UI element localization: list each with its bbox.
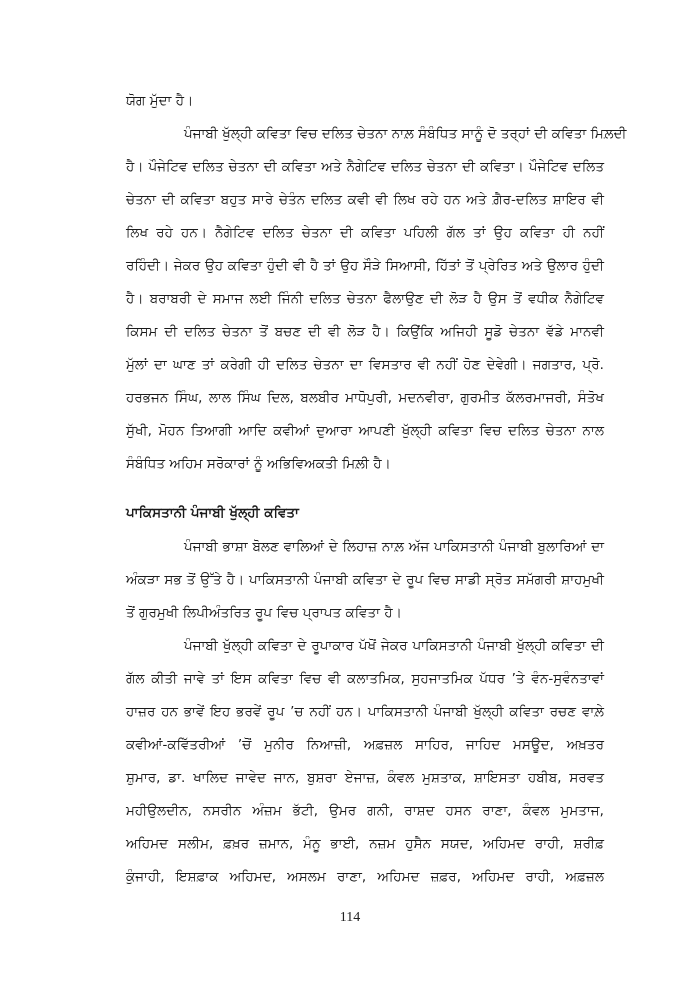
- text-line: ਹੈ। ਬਰਾਬਰੀ ਦੇ ਸਮਾਜ ਲਈ ਜਿੰਨੀ ਦਲਿਤ ਚੇਤਨਾ ਫੈਲਾਉਣ ਦੀ ਲੋੜ ਹੈ ਉਸ ਤੋਂ ਵਧੀਕ ਨੈਗੇਟਿਵ: [126, 292, 604, 307]
- body-text-block-1: [126, 85, 627, 481]
- text-line: ਅਹਿਮਦ ਸਲੀਮ, ਫ਼ਖ਼ਰ ਜ਼ਮਾਨ, ਮੰਨੂ ਭਾਈ, ਨਜ਼ਮ ਹੁਸੈਨ ਸਯਦ, ਅਹਿਮਦ ਰਾਹੀ, ਸ਼ਰੀਫ਼: [126, 837, 604, 852]
- paragraph-start-line: ਪੰਜਾਬੀ ਖੁੱਲ੍ਹੀ ਕਵਿਤਾ ਦੇ ਰੂਪਾਕਾਰ ਪੱਖੋਂ ਜੇਕਰ ਪਾਕਿਸਤਾਨੀ ਪੰਜਾਬੀ ਖੁੱਲ੍ਹੀ ਕਵਿਤਾ ਦੀ: [184, 639, 604, 654]
- text-line: ਅੰਕੜਾ ਸਭ ਤੋਂ ਉੱਤੇ ਹੈ। ਪਾਕਿਸਤਾਨੀ ਪੰਜਾਬੀ ਕਵਿਤਾ ਦੇ ਰੂਪ ਵਿਚ ਸਾਡੀ ਸ੍ਰੋਤ ਸਮੱਗਰੀ ਸ਼ਾਹਮੁਖੀ: [126, 573, 604, 588]
- text-line: ਮੁੱਲਾਂ ਦਾ ਘਾਣ ਤਾਂ ਕਰੇਗੀ ਹੀ ਦਲਿਤ ਚੇਤਨਾ ਦਾ ਵਿਸਤਾਰ ਵੀ ਨਹੀਂ ਹੋਣ ਦੇਵੇਗੀ। ਜਗਤਾਰ, ਪ੍ਰੋ.: [126, 358, 604, 373]
- page-number: 114: [339, 910, 361, 925]
- text-line: ਹਾਜ਼ਰ ਹਨ ਭਾਵੇਂ ਇਹ ਭਰਵੇਂ ਰੂਪ ’ਚ ਨਹੀਂ ਹਨ। ਪਾਕਿਸਤਾਨੀ ਪੰਜਾਬੀ ਖੁੱਲ੍ਹੀ ਕਵਿਤਾ ਰਚਣ ਵਾਲ਼ੇ: [126, 705, 604, 720]
- text-line: ਕੁੰਜਾਹੀ, ਇਸ਼ਫ਼ਾਕ ਅਹਿਮਦ, ਅਸਲਮ ਰਾਣਾ, ਅਹਿਮਦ ਜ਼ਫ਼ਰ, ਅਹਿਮਦ ਰਾਹੀ, ਅਫ਼ਜ਼ਲ: [126, 870, 604, 885]
- text-line: ਕਿਸਮ ਦੀ ਦਲਿਤ ਚੇਤਨਾ ਤੋਂ ਬਚਣ ਦੀ ਵੀ ਲੋੜ ਹੈ। ਕਿਉਂਕਿ ਅਜਿਹੀ ਸੂਡੋ ਚੇਤਨਾ ਵੱਡੇ ਮਾਨਵੀ: [126, 325, 604, 340]
- text-line: ਗੱਲ ਕੀਤੀ ਜਾਵੇ ਤਾਂ ਇਸ ਕਵਿਤਾ ਵਿਚ ਵੀ ਕਲਾਤਮਿਕ, ਸੁਹਜਾਤਮਿਕ ਪੱਧਰ ’ਤੇ ਵੰਨ-ਸੁਵੰਨਤਾਵਾਂ: [126, 672, 604, 687]
- text-line: ਮਹੀਉਲਦੀਨ, ਨਸਰੀਨ ਅੰਜ਼ਮ ਭੱਟੀ, ਉਮਰ ਗਨੀ, ਰਾਸ਼ਦ ਹਸਨ ਰਾਣਾ, ਕੰਵਲ ਮੁਮਤਾਜ,: [126, 804, 604, 819]
- text-line: ਤੋਂ ਗੁਰਮੁਖੀ ਲਿਪੀਅੰਤਰਿਤ ਰੂਪ ਵਿਚ ਪ੍ਰਾਪਤ ਕਵਿਤਾ ਹੈ।: [126, 606, 402, 621]
- text-line: ਯੋਗ ਮੁੱਦਾ ਹੈ।: [126, 94, 194, 109]
- text-line: ਸ਼ੁਮਾਰ, ਡਾ. ਖਾਲਿਦ ਜਾਵੇਦ ਜਾਨ, ਬੁਸ਼ਰਾ ਏਜਾਜ਼, ਕੰਵਲ ਮੁਸ਼ਤਾਕ, ਸ਼ਾਇਸਤਾ ਹਬੀਬ, ਸਰਵਤ: [126, 771, 604, 786]
- text-line: ਚੇਤਨਾ ਦੀ ਕਵਿਤਾ ਬਹੁਤ ਸਾਰੇ ਚੇਤੰਨ ਦਲਿਤ ਕਵੀ ਵੀ ਲਿਖ ਰਹੇ ਹਨ ਅਤੇ ਗ਼ੈਰ-ਦਲਿਤ ਸ਼ਾਇਰ ਵੀ: [126, 193, 604, 208]
- text-line: ਹੈ। ਪੌਜੇਟਿਵ ਦਲਿਤ ਚੇਤਨਾ ਦੀ ਕਵਿਤਾ ਅਤੇ ਨੈਗੇਟਿਵ ਦਲਿਤ ਚੇਤਨਾ ਦੀ ਕਵਿਤਾ। ਪੌਜੇਟਿਵ ਦਲਿਤ: [126, 160, 604, 175]
- text-line: ਸੁੱਖੀ, ਮੋਹਨ ਤਿਆਗੀ ਆਦਿ ਕਵੀਆਂ ਦੁਆਰਾ ਆਪਣੀ ਖੁੱਲ੍ਹੀ ਕਵਿਤਾ ਵਿਚ ਦਲਿਤ ਚੇਤਨਾ ਨਾਲ: [126, 424, 604, 439]
- text-line: ਸੰਬੰਧਿਤ ਅਹਿਮ ਸਰੋਕਾਰਾਂ ਨੂੰ ਅਭਿਵਿਅਕਤੀ ਮਿਲ਼ੀ ਹੈ।: [126, 457, 391, 472]
- body-text-block-2: [126, 531, 604, 894]
- paragraph-start-line: ਪੰਜਾਬੀ ਖੁੱਲ੍ਹੀ ਕਵਿਤਾ ਵਿਚ ਦਲਿਤ ਚੇਤਨਾ ਨਾਲ਼ ਸੰਬੰਧਿਤ ਸਾਨੂੰ ਦੋ ਤਰ੍ਹਾਂ ਦੀ ਕਵਿਤਾ ਮਿਲ਼ਦੀ: [184, 127, 627, 142]
- section-heading: ਪਾਕਿਸਤਾਨੀ ਪੰਜਾਬੀ ਖੁੱਲ੍ਹੀ ਕਵਿਤਾ: [126, 506, 299, 521]
- text-line: ਕਵੀਆਂ-ਕਵਿੱਤਰੀਆਂ ’ਚੋਂ ਮੁਨੀਰ ਨਿਆਜ਼ੀ, ਅਫ਼ਜ਼ਲ ਸਾਹਿਰ, ਜਾਹਿਦ ਮਸਊਦ, ਅਖ਼ਤਰ: [126, 738, 604, 753]
- text-line: ਰਹਿੰਦੀ। ਜੇਕਰ ਉਹ ਕਵਿਤਾ ਹੁੰਦੀ ਵੀ ਹੈ ਤਾਂ ਉਹ ਸੌੜੇ ਸਿਆਸੀ, ਹਿੱਤਾਂ ਤੋਂ ਪ੍ਰੇਰਿਤ ਅਤੇ ਉਲਾਰ ਹੁੰਦੀ: [126, 259, 604, 274]
- text-line: ਹਰਭਜਨ ਸਿੰਘ, ਲਾਲ ਸਿੰਘ ਦਿਲ, ਬਲਬੀਰ ਮਾਧੋਪੁਰੀ, ਮਦਨਵੀਰਾ, ਗੁਰਮੀਤ ਕੱਲਰਮਾਜਰੀ, ਸੰਤੋਖ: [126, 391, 604, 406]
- text-line: ਲਿਖ ਰਹੇ ਹਨ। ਨੈਗੇਟਿਵ ਦਲਿਤ ਚੇਤਨਾ ਦੀ ਕਵਿਤਾ ਪਹਿਲੀ ਗੱਲ ਤਾਂ ਉਹ ਕਵਿਤਾ ਹੀ ਨਹੀਂ: [126, 226, 604, 241]
- section-heading-block: [126, 497, 604, 530]
- paragraph-start-line: ਪੰਜਾਬੀ ਭਾਸ਼ਾ ਬੋਲਣ ਵਾਲਿਆਂ ਦੇ ਲਿਹਾਜ਼ ਨਾਲ਼ ਅੱਜ ਪਾਕਿਸਤਾਨੀ ਪੰਜਾਬੀ ਬੁਲਾਰਿਆਂ ਦਾ: [184, 540, 604, 555]
